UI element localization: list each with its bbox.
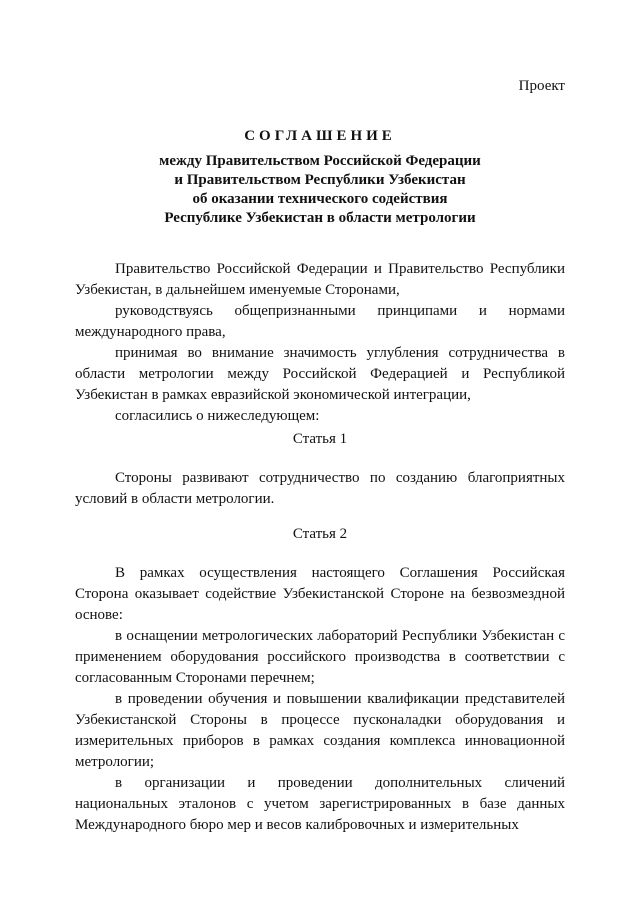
subtitle-line: между Правительством Российской Федерации	[159, 153, 481, 169]
subtitle-line: Республике Узбекистан в области метрологии	[164, 210, 476, 226]
subtitle-line: об оказании технического содействия	[192, 191, 448, 207]
preamble-paragraph: согласились о нижеследующем:	[115, 408, 320, 424]
document-subtitle	[75, 152, 565, 228]
article-paragraph: в оснащении метрологических лабораторий Республики Узбекистан с применением оборудования российского производства в соответствии с согласованным Сторонами перечнем;	[75, 628, 565, 686]
article-1-heading: Статья 1	[292, 431, 348, 447]
article-paragraph: в проведении обучения и повышении квалификации представителей Узбекистанской Стороны в процессе пусконаладки оборудования и измерительных приборов в рамках создания комплекса инновационной метрологии;	[75, 691, 565, 770]
preamble-paragraph: руководствуясь общепризнанными принципами и нормами международного права,	[75, 303, 565, 340]
article-paragraph: В рамках осуществления настоящего Соглашения Российская Сторона оказывает содействие Узбекистанской Стороне на безвозмездной основе:	[75, 565, 565, 623]
preamble	[75, 259, 565, 427]
article-paragraph: Стороны развивают сотрудничество по созданию благоприятных условий в области метрологии.	[75, 470, 565, 507]
article-1-body	[75, 468, 565, 510]
article-2-body	[75, 563, 565, 836]
preamble-paragraph: Правительство Российской Федерации и Правительство Республики Узбекистан, в дальнейшем именуемые Сторонами,	[75, 261, 565, 298]
article-paragraph: в организации и проведении дополнительных сличений национальных эталонов с учетом зарегистрированных в базе данных Международного бюро мер и весов калибровочных и измерительных	[75, 775, 565, 833]
article-2-heading: Статья 2	[292, 526, 348, 542]
subtitle-line: и Правительством Республики Узбекистан	[174, 172, 466, 188]
document-title: СОГЛАШЕНИЕ	[244, 128, 396, 144]
preamble-paragraph: принимая во внимание значимость углубления сотрудничества в области метрологии между Российской Федерацией и Республикой Узбекистан в рамках евразийской экономической интеграции,	[75, 345, 565, 403]
document-status: Проект	[518, 78, 565, 94]
